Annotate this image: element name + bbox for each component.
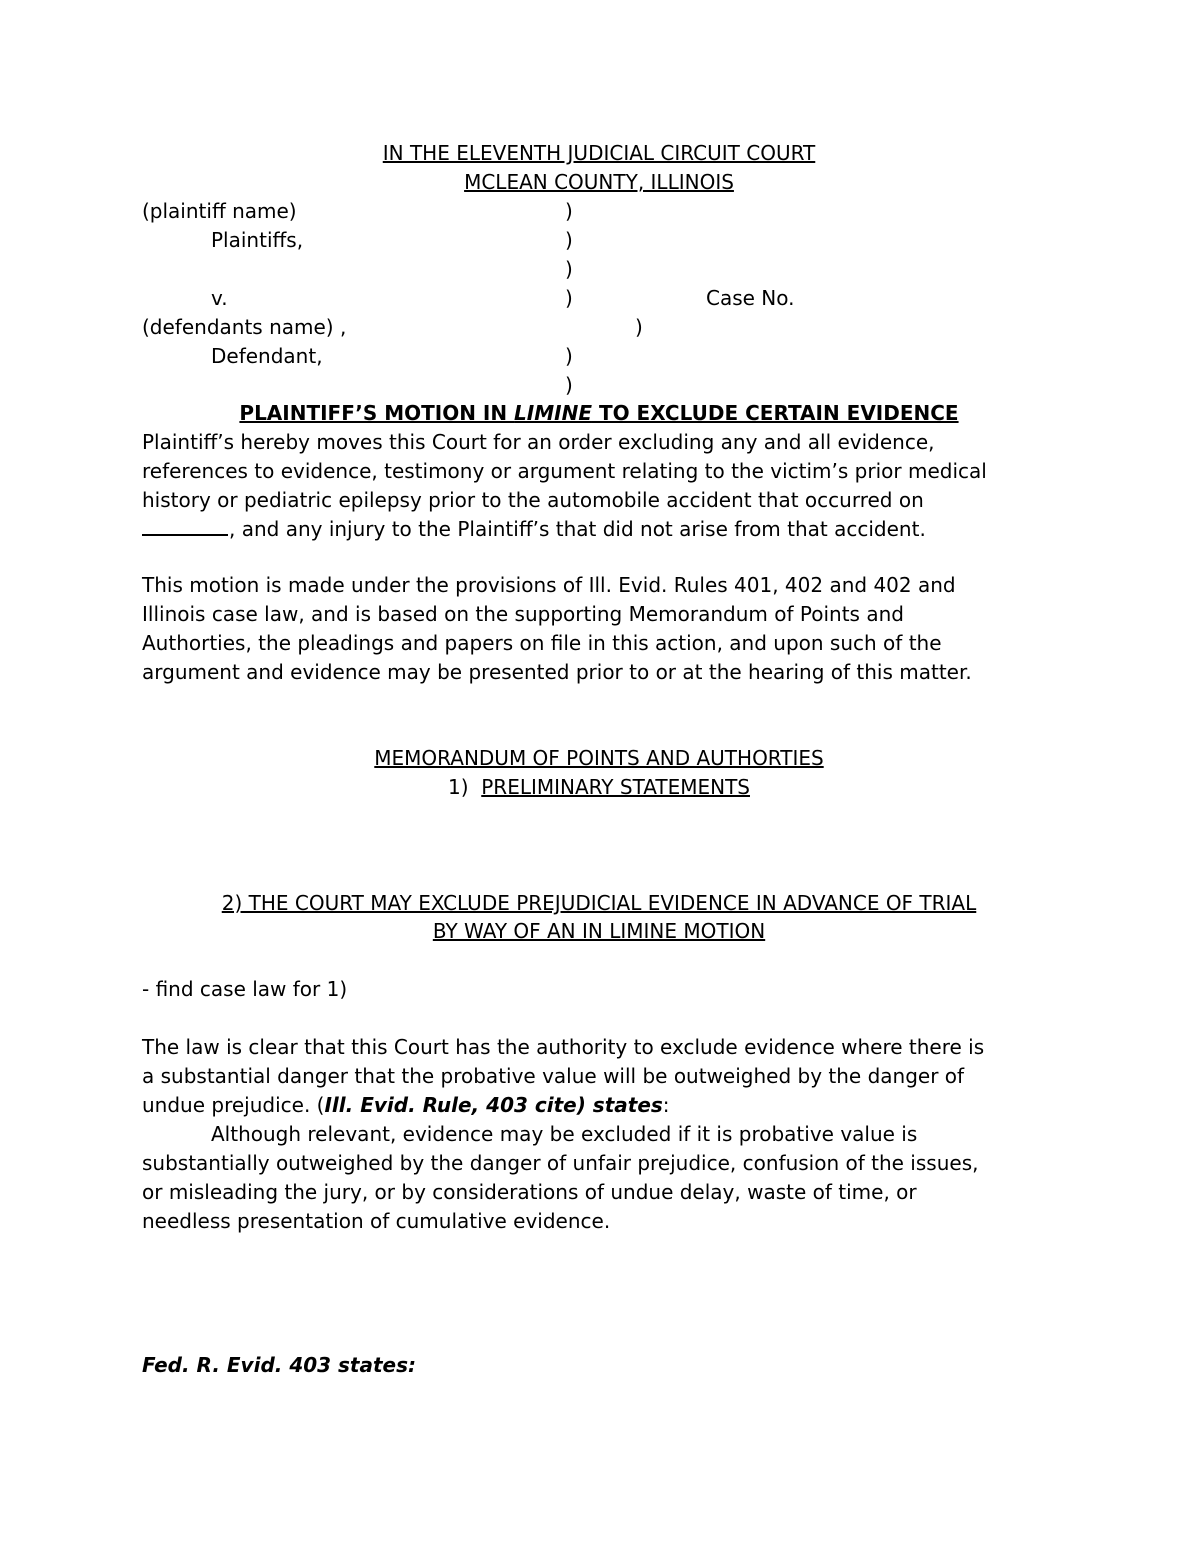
motion-title-italic: LIMINE: [514, 401, 592, 425]
rule-quote-line: Although relevant, evidence may be excluded if it is probative value is: [211, 1122, 918, 1146]
section-1-heading: [142, 773, 1056, 802]
caption-case-no: Case No.: [706, 286, 795, 310]
caption-paren: ): [565, 373, 573, 397]
motion-paragraph-line: Authorties, the pleadings and papers on file in this action, and upon such of the: [142, 631, 942, 655]
caption-defendant-name: (defendants name) ,: [142, 315, 347, 339]
rule-quote-line: or misleading the jury, or by considerations of undue delay, waste of time, or: [142, 1180, 917, 1204]
federal-rule-heading: Fed. R. Evid. 403 states:: [142, 1353, 417, 1377]
memo-paragraph-line: a substantial danger that the probative value will be outweighed by the danger of: [142, 1064, 965, 1088]
caption-paren: ): [565, 344, 573, 368]
memo-text: undue prejudice. (: [142, 1093, 325, 1117]
section-1-title: PRELIMINARY STATEMENTS: [481, 775, 750, 799]
motion-title-pre: PLAINTIFF’S MOTION IN: [239, 401, 515, 425]
section-2-heading-cont: BY WAY OF AN IN LIMINE MOTION: [432, 919, 766, 943]
motion-title: [142, 399, 1056, 428]
caption-versus: v.: [211, 286, 228, 310]
motion-paragraph-line: [142, 515, 926, 544]
motion-paragraph-line: Plaintiff’s hereby moves this Court for an order excluding any and all evidence,: [142, 430, 935, 454]
section-1-number: 1): [448, 775, 469, 799]
section-2-heading: 2) THE COURT MAY EXCLUDE PREJUDICIAL EVIDENCE IN ADVANCE OF TRIAL: [221, 891, 977, 915]
caption-plaintiff-name: (plaintiff name): [142, 199, 297, 223]
motion-paragraph-line: This motion is made under the provisions of Ill. Evid. Rules 401, 402 and 402 and: [142, 573, 956, 597]
motion-paragraph-line: argument and evidence may be presented prior to or at the hearing of this matter.: [142, 660, 972, 684]
caption-paren: ): [635, 315, 643, 339]
caption-paren: ): [565, 286, 573, 310]
rule-quote-line: needless presentation of cumulative evidence.: [142, 1209, 611, 1233]
caption-paren: ): [565, 228, 573, 252]
caption-defendant: Defendant,: [211, 344, 323, 368]
caption-plaintiffs: Plaintiffs,: [211, 228, 304, 252]
rule-quote-line: substantially outweighed by the danger of unfair prejudice, confusion of the issues,: [142, 1151, 979, 1175]
caption-paren: ): [565, 199, 573, 223]
motion-paragraph-line: references to evidence, testimony or argument relating to the victim’s prior medical: [142, 459, 987, 483]
motion-paragraph-line: Illinois case law, and is based on the supporting Memorandum of Points and: [142, 602, 904, 626]
court-name: IN THE ELEVENTH JUDICIAL CIRCUIT COURT: [382, 141, 816, 165]
research-note: - find case law for 1): [142, 977, 348, 1001]
memo-paragraph-line: The law is clear that this Court has the authority to exclude evidence where there is: [142, 1035, 985, 1059]
court-county: MCLEAN COUNTY, ILLINOIS: [464, 170, 734, 194]
motion-title-post: TO EXCLUDE CERTAIN EVIDENCE: [591, 401, 959, 425]
memo-paragraph-line: [142, 1091, 670, 1120]
rule-citation: Ill. Evid. Rule, 403 cite) states: [324, 1093, 663, 1117]
date-blank: [142, 516, 228, 536]
caption-paren: ): [565, 257, 573, 281]
motion-paragraph-line: history or pediatric epilepsy prior to the automobile accident that occurred on: [142, 488, 924, 512]
memo-text: :: [662, 1093, 670, 1117]
memo-heading: MEMORANDUM OF POINTS AND AUTHORTIES: [374, 746, 824, 770]
motion-paragraph-text: , and any injury to the Plaintiff’s that did not arise from that accident.: [229, 517, 926, 541]
